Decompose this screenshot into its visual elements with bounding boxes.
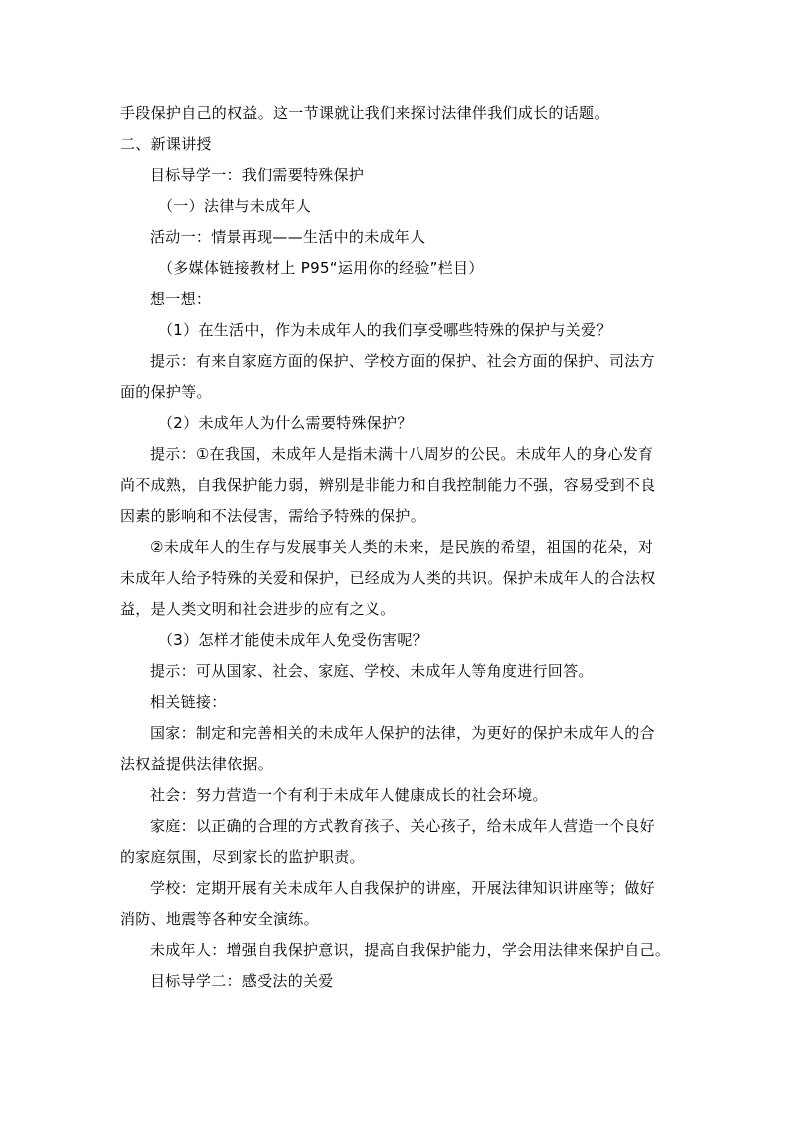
- paragraph-line: 法权益提供法律依据。: [120, 755, 274, 773]
- paragraph-line: 国家：制定和完善相关的未成年人保护的法律，为更好的保护未成年人的合: [150, 724, 655, 742]
- paragraph-line: 想一想：: [150, 290, 212, 308]
- paragraph-line: 相关链接：: [150, 693, 227, 711]
- activity-heading: 活动一：情景再现——生活中的未成年人: [150, 228, 426, 246]
- paragraph-line: 未成年人：增强自我保护意识，提高自我保护能力，学会用法律来保护自己。: [150, 941, 671, 959]
- paragraph-line: 面的保护等。: [120, 383, 212, 401]
- paragraph-line: 益，是人类文明和社会进步的应有之义。: [120, 600, 396, 618]
- paragraph-line: 的家庭氛围，尽到家长的监护职责。: [120, 848, 365, 866]
- question-line: （1）在生活中，作为未成年人的我们享受哪些特殊的保护与关爱？: [158, 321, 612, 339]
- paragraph-line: 提示：可从国家、社会、家庭、学校、未成年人等角度进行回答。: [150, 662, 594, 680]
- paragraph-line: ②未成年人的生存与发展事关人类的未来，是民族的希望，祖国的花朵，对: [150, 538, 654, 556]
- paragraph-line: 学校：定期开展有关未成年人自我保护的讲座，开展法律知识讲座等；做好: [150, 879, 655, 897]
- subsection-heading: 目标导学一：我们需要特殊保护: [150, 166, 365, 184]
- section-heading: 二、新课讲授: [120, 135, 212, 153]
- paragraph-line: 未成年人给予特殊的关爱和保护，已经成为人类的共识。保护未成年人的合法权: [120, 569, 656, 587]
- paragraph-line: 提示：有来自家庭方面的保护、学校方面的保护、社会方面的保护、司法方: [150, 352, 655, 370]
- question-line: （2）未成年人为什么需要特殊保护？: [158, 414, 413, 432]
- paragraph-line: 消防、地震等各种安全演练。: [120, 910, 319, 928]
- paragraph-line: 社会：努力营造一个有利于未成年人健康成长的社会环境。: [150, 786, 548, 804]
- subsection-heading: （一）法律与未成年人: [158, 197, 312, 215]
- paragraph-line: 家庭：以正确的合理的方式教育孩子、关心孩子，给未成年人营造一个良好: [150, 817, 655, 835]
- paragraph-line: 尚不成熟，自我保护能力弱，辨别是非能力和自我控制能力不强，容易受到不良: [120, 476, 656, 494]
- paragraph-line: 提示：①在我国，未成年人是指未满十八周岁的公民。未成年人的身心发育: [150, 445, 654, 463]
- paragraph-line: （多媒体链接教材上 P95“运用你的经验”栏目）: [158, 259, 484, 277]
- question-line: （3）怎样才能使未成年人免受伤害呢？: [158, 631, 428, 649]
- subsection-heading: 目标导学二：感受法的关爱: [150, 972, 334, 990]
- paragraph-line: 因素的影响和不法侵害，需给予特殊的保护。: [120, 507, 427, 525]
- paragraph-line: 手段保护自己的权益。这一节课就让我们来探讨法律伴我们成长的话题。: [120, 104, 610, 122]
